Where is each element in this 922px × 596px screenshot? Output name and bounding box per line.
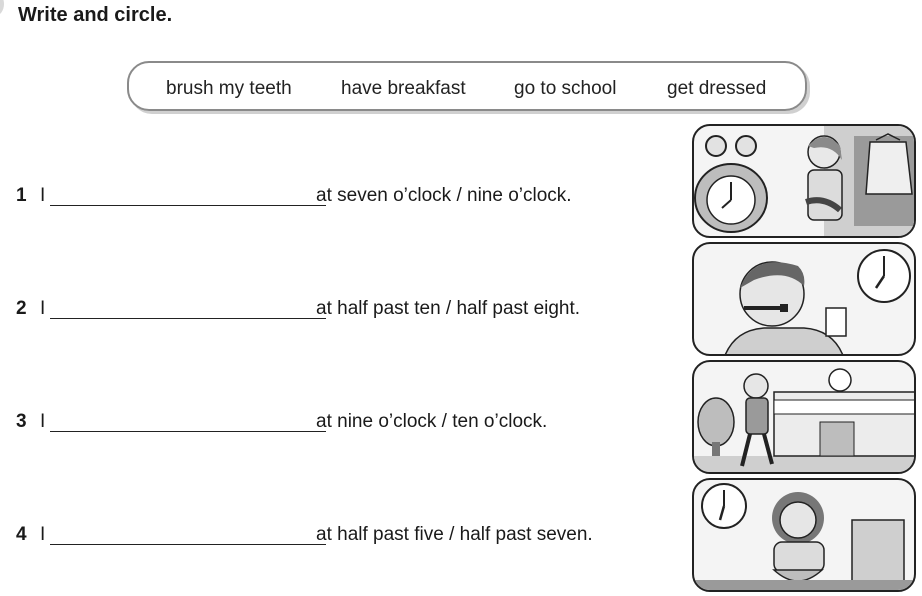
jacket-on-hanger bbox=[866, 134, 912, 194]
instruction-title: Write and circle. bbox=[18, 4, 173, 26]
girl-figure bbox=[772, 492, 824, 572]
answer-blank[interactable] bbox=[50, 318, 326, 319]
wall-clock-icon bbox=[858, 250, 910, 302]
picture-having-breakfast bbox=[692, 478, 916, 592]
answer-blank[interactable] bbox=[50, 431, 326, 432]
alarm-clock-icon bbox=[695, 136, 767, 232]
picture-going-to-school bbox=[692, 360, 916, 474]
item-options: at seven o’clock / nine o’clock. bbox=[316, 185, 572, 206]
item-options: at nine o’clock / ten o’clock. bbox=[316, 411, 548, 432]
word-bank-item: have breakfast bbox=[341, 78, 466, 99]
exercise-number-badge bbox=[0, 0, 4, 16]
tree-icon bbox=[698, 398, 734, 456]
picture-brushing-teeth bbox=[692, 242, 916, 356]
girl-figure bbox=[806, 136, 842, 220]
item-options: at half past ten / half past eight. bbox=[316, 298, 581, 319]
answer-blank[interactable] bbox=[50, 205, 326, 206]
item-subject: I bbox=[40, 411, 46, 432]
word-bank-item: brush my teeth bbox=[166, 78, 292, 99]
item-number: 1 bbox=[16, 185, 27, 206]
cereal-box-icon bbox=[852, 520, 904, 586]
wall-clock-icon bbox=[702, 484, 746, 528]
item-number: 2 bbox=[16, 298, 27, 319]
item-number: 3 bbox=[16, 411, 27, 432]
item-subject: I bbox=[40, 524, 46, 545]
cereal-bowl-icon bbox=[774, 570, 822, 581]
picture-getting-dressed bbox=[692, 124, 916, 238]
answer-blank[interactable] bbox=[50, 544, 326, 545]
word-bank-item: get dressed bbox=[667, 78, 767, 99]
word-bank-item: go to school bbox=[514, 78, 617, 99]
glass-icon bbox=[826, 308, 846, 336]
item-subject: I bbox=[40, 298, 46, 319]
item-number: 4 bbox=[16, 524, 27, 545]
girl-figure bbox=[742, 374, 772, 466]
school-building bbox=[774, 369, 916, 456]
word-bank bbox=[127, 61, 807, 111]
item-options: at half past five / half past seven. bbox=[316, 524, 593, 545]
item-subject: I bbox=[40, 185, 46, 206]
